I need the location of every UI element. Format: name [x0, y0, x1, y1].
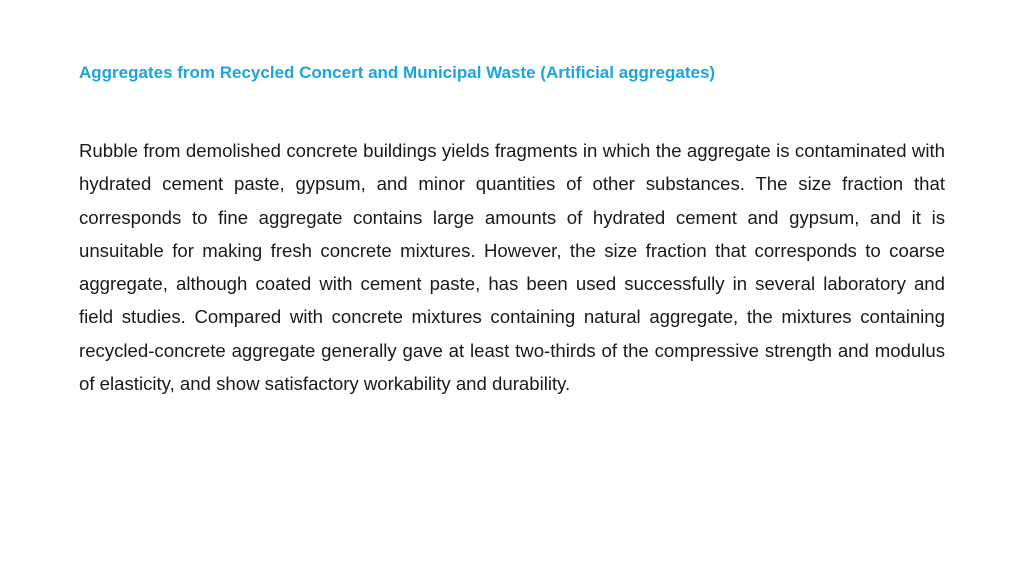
- slide-title: Aggregates from Recycled Concert and Municipal Waste (Artificial aggregates): [79, 63, 716, 82]
- slide-body-paragraph: Rubble from demolished concrete buildings yields fragments in which the aggregate is contaminated with hydrated cement paste, gypsum, and minor quantities of other substances. The size fraction that corresponds to fine aggregate contains large amounts of hydrated cement and gypsum, and it is unsuitable for making fresh concrete mixtures. However, the size fraction that corresponds to coarse aggregate, although coated with cement paste, has been used successfully in several laboratory and field studies. Compared with concrete mixtures containing natural aggregate, the mixtures containing recycled-concrete aggregate generally gave at least two-thirds of the compressive strength and modulus of elasticity, and show satisfactory workability and durability.: [79, 140, 945, 395]
